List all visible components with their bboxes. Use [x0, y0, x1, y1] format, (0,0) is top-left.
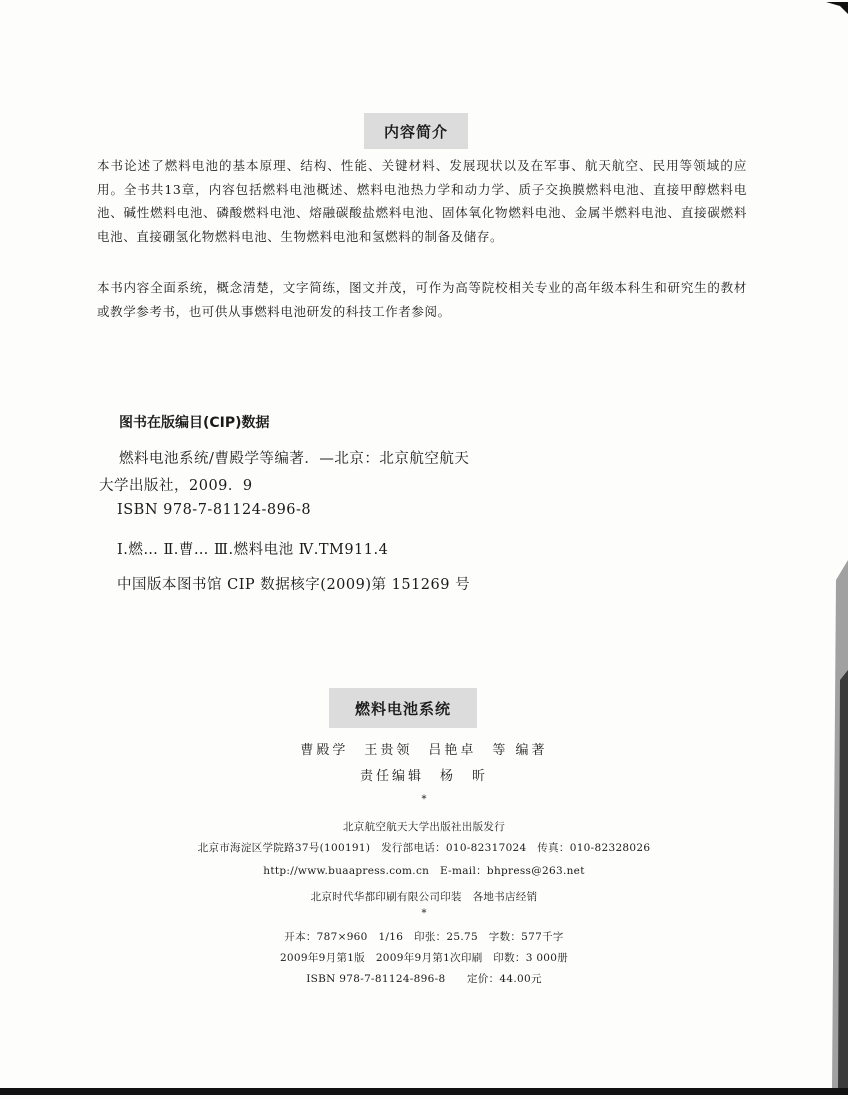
editor-line: 责任编辑 杨 昕 — [359, 769, 488, 784]
authors-line: 曹殿学 王贵领 吕艳卓 等 编著 — [300, 743, 548, 758]
specs-line: 开本：787×960 1/16 印张：25.75 字数：577千字 — [284, 931, 564, 943]
book-title: 燃料电池系统 — [329, 688, 477, 728]
scan-bottom-shadow — [0, 1080, 848, 1090]
edition-line: 2009年9月第1版 2009年9月第1次印刷 印数：3 000册 — [279, 952, 569, 964]
cip-line-1: 燃料电池系统/曹殿学等编著．—北京：北京航空航天 — [119, 451, 470, 467]
publisher-line: 北京航空航天大学出版社出版发行 — [343, 821, 505, 833]
scan-edge-shadow — [826, 0, 848, 1090]
separator-star-2: * — [421, 908, 427, 919]
cip-classification: Ⅰ.燃… Ⅱ.曹… Ⅲ.燃料电池 Ⅳ.TM911.4 — [117, 542, 389, 558]
web-line: http://www.buaapress.com.cn E-mail：bhpress@263.net — [263, 865, 585, 877]
address-line: 北京市海淀区学院路37号(100191) 发行部电话：010-82317024 传真：010-82328026 — [197, 842, 651, 854]
cip-isbn: ISBN 978-7-81124-896-8 — [117, 502, 312, 518]
isbn-price-line: ISBN 978-7-81124-896-8 定价：44.00元 — [306, 973, 542, 985]
cip-title: 图书在版编目(CIP)数据 — [119, 415, 270, 431]
printer-line: 北京时代华都印刷有限公司印装 各地书店经销 — [310, 891, 538, 903]
summary-paragraph-1: 本书论述了燃料电池的基本原理、结构、性能、关键材料、发展现状以及在军事、航天航空、民用等领域的应用。全书共13章，内容包括燃料电池概述、燃料电池热力学和动力学、质子交换膜燃料电池、直接甲醇燃料电池、碱性燃料电池、磷酸燃料电池、熔融碳酸盐燃料电池、固体氧化物燃料电池、金属半燃料电池、直接碳燃料电池、直接硼氢化物燃料电池、生物燃料电池和氢燃料的制备及储存。 — [97, 158, 747, 244]
cip-line-2: 大学出版社，2009．9 — [99, 478, 253, 494]
separator-star: * — [421, 794, 427, 805]
summary-paragraph-2: 本书内容全面系统，概念清楚，文字简练，图文并茂，可作为高等院校相关专业的高年级本科生和研究生的教材或教学参考书，也可供从事燃料电池研发的科技工作者参阅。 — [97, 280, 747, 319]
cip-record-number: 中国版本图书馆 CIP 数据核字(2009)第 151269 号 — [117, 577, 471, 593]
content-summary-heading: 内容简介 — [364, 113, 468, 149]
